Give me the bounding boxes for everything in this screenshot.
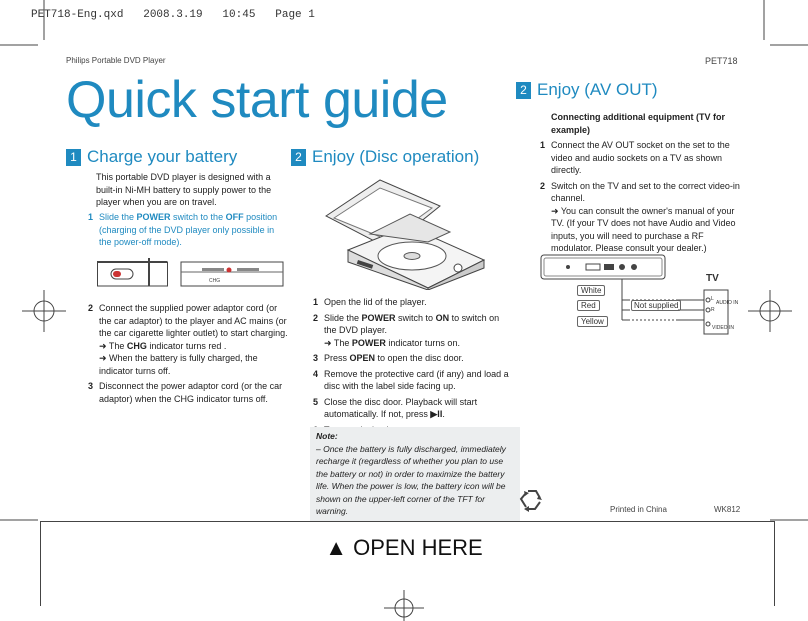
section-number: 2	[516, 82, 531, 99]
dvd-player-illustration	[318, 176, 490, 290]
disc-heading	[291, 147, 479, 167]
av-heading	[516, 80, 658, 100]
print-slug: PET718-Eng.qxd 2008.3.19 10:45 Page 1	[31, 9, 315, 21]
open-here-label[interactable]: ▲ OPEN HERE	[325, 535, 483, 560]
svg-text:CHG: CHG	[209, 278, 221, 284]
charge-heading	[66, 147, 237, 167]
section-number: 2	[291, 149, 306, 166]
white-cable-label: White	[577, 285, 605, 296]
page-title: Quick start guide	[66, 71, 448, 129]
yellow-cable-label: Yellow	[577, 316, 608, 327]
charge-step-1: 1 Slide the POWER switch to the OFF position (charging of the DVD player only possible in the power-off mode).	[88, 212, 278, 247]
note-text: – Once the battery is fully discharged, immediately recharge it (regardless of whether you plan to use the battery or not) in order to maximize the battery life. When the power is low, the battery icon will be shown on the upper-left corner of the TFT for warning.	[316, 443, 506, 516]
chg-red-note: ➜ The CHG indicator turns red .	[99, 340, 227, 351]
audio-l-label: L	[711, 296, 714, 302]
printed-in-china: Printed in China	[610, 505, 667, 514]
av-steps: 1 Connect the AV OUT socket on the set to the video and audio sockets on a TV as shown directly. 2 Switch on the TV and set to the correct video-in channel. ➜ You can consult the owner's manual of your TV. (If your TV does not have Audio and Video inputs, you will need to purchase a RF modulator. Please consult your dealer.)	[540, 140, 740, 253]
av-connection-diagram	[538, 252, 744, 336]
open-here-flap	[40, 521, 775, 606]
not-supplied-label: Not supplied	[631, 300, 681, 311]
doc-code: WK812	[714, 505, 741, 514]
charge-heading-text: Charge your battery	[87, 147, 238, 166]
charge-intro: This portable DVD player is designed with a built-in Ni-MH battery to supply power to the player when you are on travel.	[96, 172, 272, 207]
audio-in-label: AUDIO IN	[716, 300, 739, 306]
power-indicator-note: ➜ The POWER indicator turns on.	[324, 337, 460, 348]
chg-off-note: ➜ When the battery is fully charged, the indicator turns off.	[99, 353, 258, 376]
disc-heading-text: Enjoy (Disc operation)	[312, 147, 480, 166]
note-box	[310, 427, 520, 521]
video-in-label: VIDEO IN	[712, 325, 734, 331]
tv-label: TV	[706, 273, 719, 284]
av-subheading: Connecting additional equipment (TV for example)	[551, 112, 725, 135]
recycle-icon	[518, 487, 546, 513]
header-model: PET718	[705, 56, 738, 66]
audio-r-label: R	[711, 307, 715, 313]
av-heading-text: Enjoy (AV OUT)	[537, 80, 658, 99]
disc-steps: 1 Open the lid of the player. 2 Slide the POWER switch to ON to switch on the DVD player. ➜ The POWER indicator turns on. 3 Press OPEN to open the disc door. 4 Remove the protective card (if any) and load a disc with the label side facing up. 5 Close the disc door. Playback will start automatically. If not, press ▶II.	[313, 293, 513, 436]
header-product: Philips Portable DVD Player	[66, 56, 166, 65]
power-switch-illustration	[97, 258, 285, 292]
note-title: Note:	[316, 431, 338, 441]
charge-steps-2-3: 2 Connect the supplied power adaptor cord (or the car adaptor) to the player and AC mains (or the car cigarette lighter outlet) to start charging. ➜ The CHG indicator turns red . ➜ When the battery is fully charged, the indicator turns off. 3 Disconnect the power adaptor cord (or the car adaptor) when the CHG indicator turns off.	[88, 303, 288, 404]
red-cable-label: Red	[577, 300, 600, 311]
tv-manual-note: ➜ You can consult the owner's manual of your TV. (If your TV does not have Audio and Video inputs, you will need to purchase a RF modulator. Please consult your dealer.)	[551, 205, 736, 253]
section-number: 1	[66, 149, 81, 166]
